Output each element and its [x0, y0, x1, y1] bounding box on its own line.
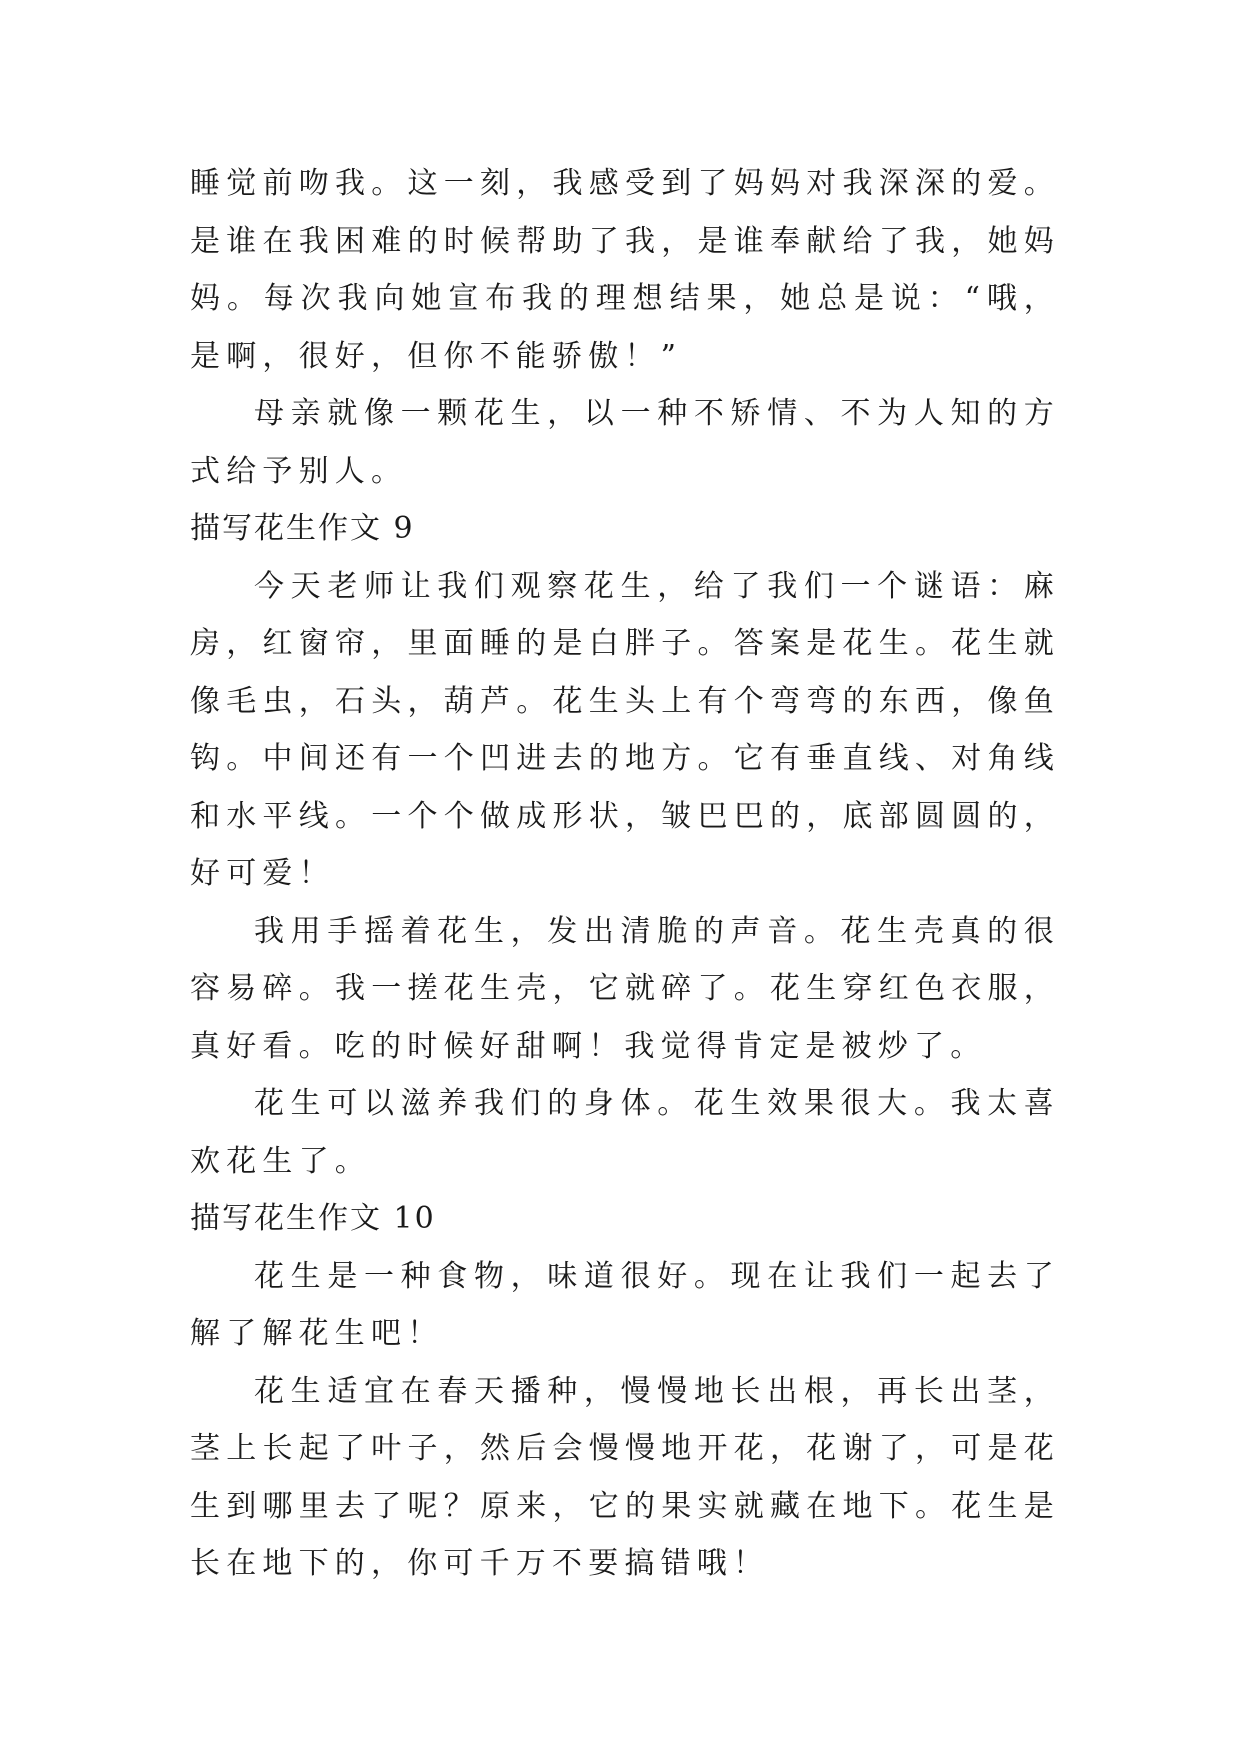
section-heading: 描写花生作文 9: [190, 511, 415, 546]
paragraph: 睡觉前吻我。这一刻，我感受到了妈妈对我深深的爱。是谁在我困难的时候帮助了我，是谁奉献给了我，她妈妈。每次我向她宣布我的理想结果，她总是说：“哦，是啊，很好，但你不能骄傲！”: [190, 166, 1060, 374]
section-heading: 描写花生作文 10: [190, 1201, 436, 1236]
paragraph: 花生是一种食物，味道很好。现在让我们一起去了解了解花生吧！: [190, 1258, 1060, 1351]
paragraph: 花生适宜在春天播种，慢慢地长出根，再长出茎，茎上长起了叶子，然后会慢慢地开花，花谢了，可是花生到哪里去了呢？原来，它的果实就藏在地下。花生是长在地下的，你可千万不要搞错哦！: [190, 1373, 1060, 1581]
paragraph: 母亲就像一颗花生，以一种不矫情、不为人知的方式给予别人。: [190, 396, 1060, 489]
paragraph: 花生可以滋养我们的身体。花生效果很大。我太喜欢花生了。: [190, 1086, 1060, 1179]
document-page: [190, 155, 1060, 1593]
paragraph: 今天老师让我们观察花生，给了我们一个谜语：麻房，红窗帘，里面睡的是白胖子。答案是花生。花生就像毛虫，石头，葫芦。花生头上有个弯弯的东西，像鱼钩。中间还有一个凹进去的地方。它有垂直线、对角线和水平线。一个个做成形状，皱巴巴的，底部圆圆的，好可爱！: [190, 568, 1060, 891]
paragraph: 我用手摇着花生，发出清脆的声音。花生壳真的很容易碎。我一搓花生壳，它就碎了。花生穿红色衣服，真好看。吃的时候好甜啊！我觉得肯定是被炒了。: [190, 913, 1060, 1064]
